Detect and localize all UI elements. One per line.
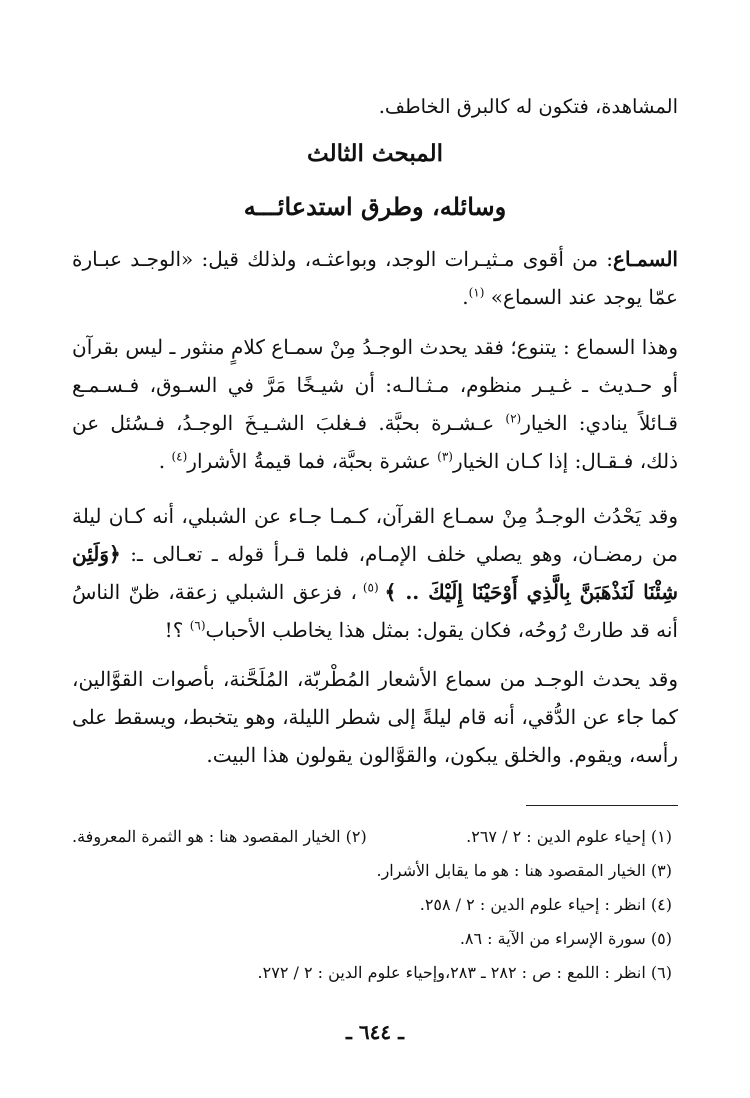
footnote-ref-4[interactable]: (٤): [171, 449, 188, 464]
footnote-5: (٥) سورة الإسراء من الآية : ٨٦.: [459, 929, 672, 948]
footnote-2: (٢) الخيار المقصود هنا : هو الثمرة المعروفة.: [72, 827, 367, 846]
footnote-6: (٦) انظر : اللمع : ص : ٢٨٢ ـ ٢٨٣،وإحياء علوم الدين : ٢ / ٢٧٢.: [257, 963, 672, 982]
paragraph-text: وقد يَحْدُث الوجـدُ مِنْ سمـاع القرآن، كـمـا جـاء عن الشبلي، أنه كـان ليلة من رمضـان، وهو يصلي خلف الإمـام، فلما قـرأ قوله ـ تعـالى ـ:: [72, 504, 678, 566]
quran-verse: ﴿وَلَئِن شِئْنَا لَنَذْهَبَنَّ بِالَّذِي أَوْحَيْنَا إِلَيْكَ .. ﴾: [72, 542, 679, 604]
footnote-divider: [526, 805, 678, 806]
footnote-row: [72, 820, 672, 854]
page-number: ـ ٦٤٤ ـ: [346, 1020, 404, 1044]
paragraph-types: [72, 328, 678, 480]
paragraph-poetry: [72, 660, 678, 774]
footnote-4: (٤) انظر : إحياء علوم الدين : ٢ / ٢٥٨.: [419, 895, 672, 914]
paragraph-quran: [72, 497, 678, 649]
paragraph-end: .: [462, 285, 469, 309]
paragraph-text: عشرة بحبَّة، فما قيمةُ الأشرار: [187, 449, 438, 473]
footnote-ref-5[interactable]: (٥): [356, 580, 385, 595]
paragraph-text: وقد يحدث الوجـد من سماع الأشعار المُطْربّة، المُلَحَّنة، بأصوات القوَّالين، كما جاء عن الدُّقي، أنه قام ليلةً إلى شطر الليلة، وهو يتخبط، ويسقط على رأسه، ويقوم. والخلق يبكون، والقوَّالون يقولون هذا البيت.: [72, 667, 678, 767]
paragraph-lead-term: السمـاع: [613, 247, 678, 271]
paragraph-text: وهذا السماع : يتنوع؛ فقد يحدث الوجـدُ مِنْ سمـاع كلامٍ منثور ـ ليس بقرآن أو حـديث ـ غـيـر منظوم، مـثـالـه: أن شيـخًا مَرَّ في السـوق، فـسـمـع قـائلاً ينادي: الخيار: [72, 335, 678, 435]
footnote-ref-1[interactable]: (١): [468, 285, 485, 300]
paragraph-end: .: [158, 449, 172, 473]
paragraph-text: ، فزعق الشبلي زعقة، ظنّ الناسُ أنه قد طارتْ رُوحُه، فكان يقول: بمثل هذا يخاطب الأحباب: [72, 580, 678, 642]
footnote-1: (١) إحياء علوم الدين : ٢ / ٢٦٧.: [466, 827, 672, 846]
section-subheading: وسائله، وطرق استدعائـــه: [243, 192, 507, 221]
paragraph-sama: [72, 240, 678, 316]
footnote-3: (٣) الخيار المقصود هنا : هو ما يقابل الأشرار.: [376, 861, 672, 880]
footnote-ref-3[interactable]: (٣): [437, 449, 453, 464]
footnote-ref-6[interactable]: (٦): [189, 618, 206, 633]
paragraph-text: : من أقوى مـثيـرات الوجد، وبواعثـه، ولذلك قيل: «الوجـد عبـارة عمّا يوجد عند السماع»: [72, 247, 678, 309]
footnote-ref-2[interactable]: (٢): [505, 411, 522, 426]
section-heading: المبحث الثالث: [306, 140, 443, 167]
footnotes: [72, 820, 672, 990]
opening-text: المشاهدة، فتكون له كالبرق الخاطف.: [378, 95, 678, 118]
paragraph-text: عـشـرة بحبَّة. فـغلبَ الشـيـخَ الوجـدُ، فـسُئل عن ذلك، فـقـال: إذا كـان الخيار: [72, 411, 678, 473]
opening-line: [72, 88, 678, 126]
paragraph-end: ؟!: [164, 618, 190, 642]
